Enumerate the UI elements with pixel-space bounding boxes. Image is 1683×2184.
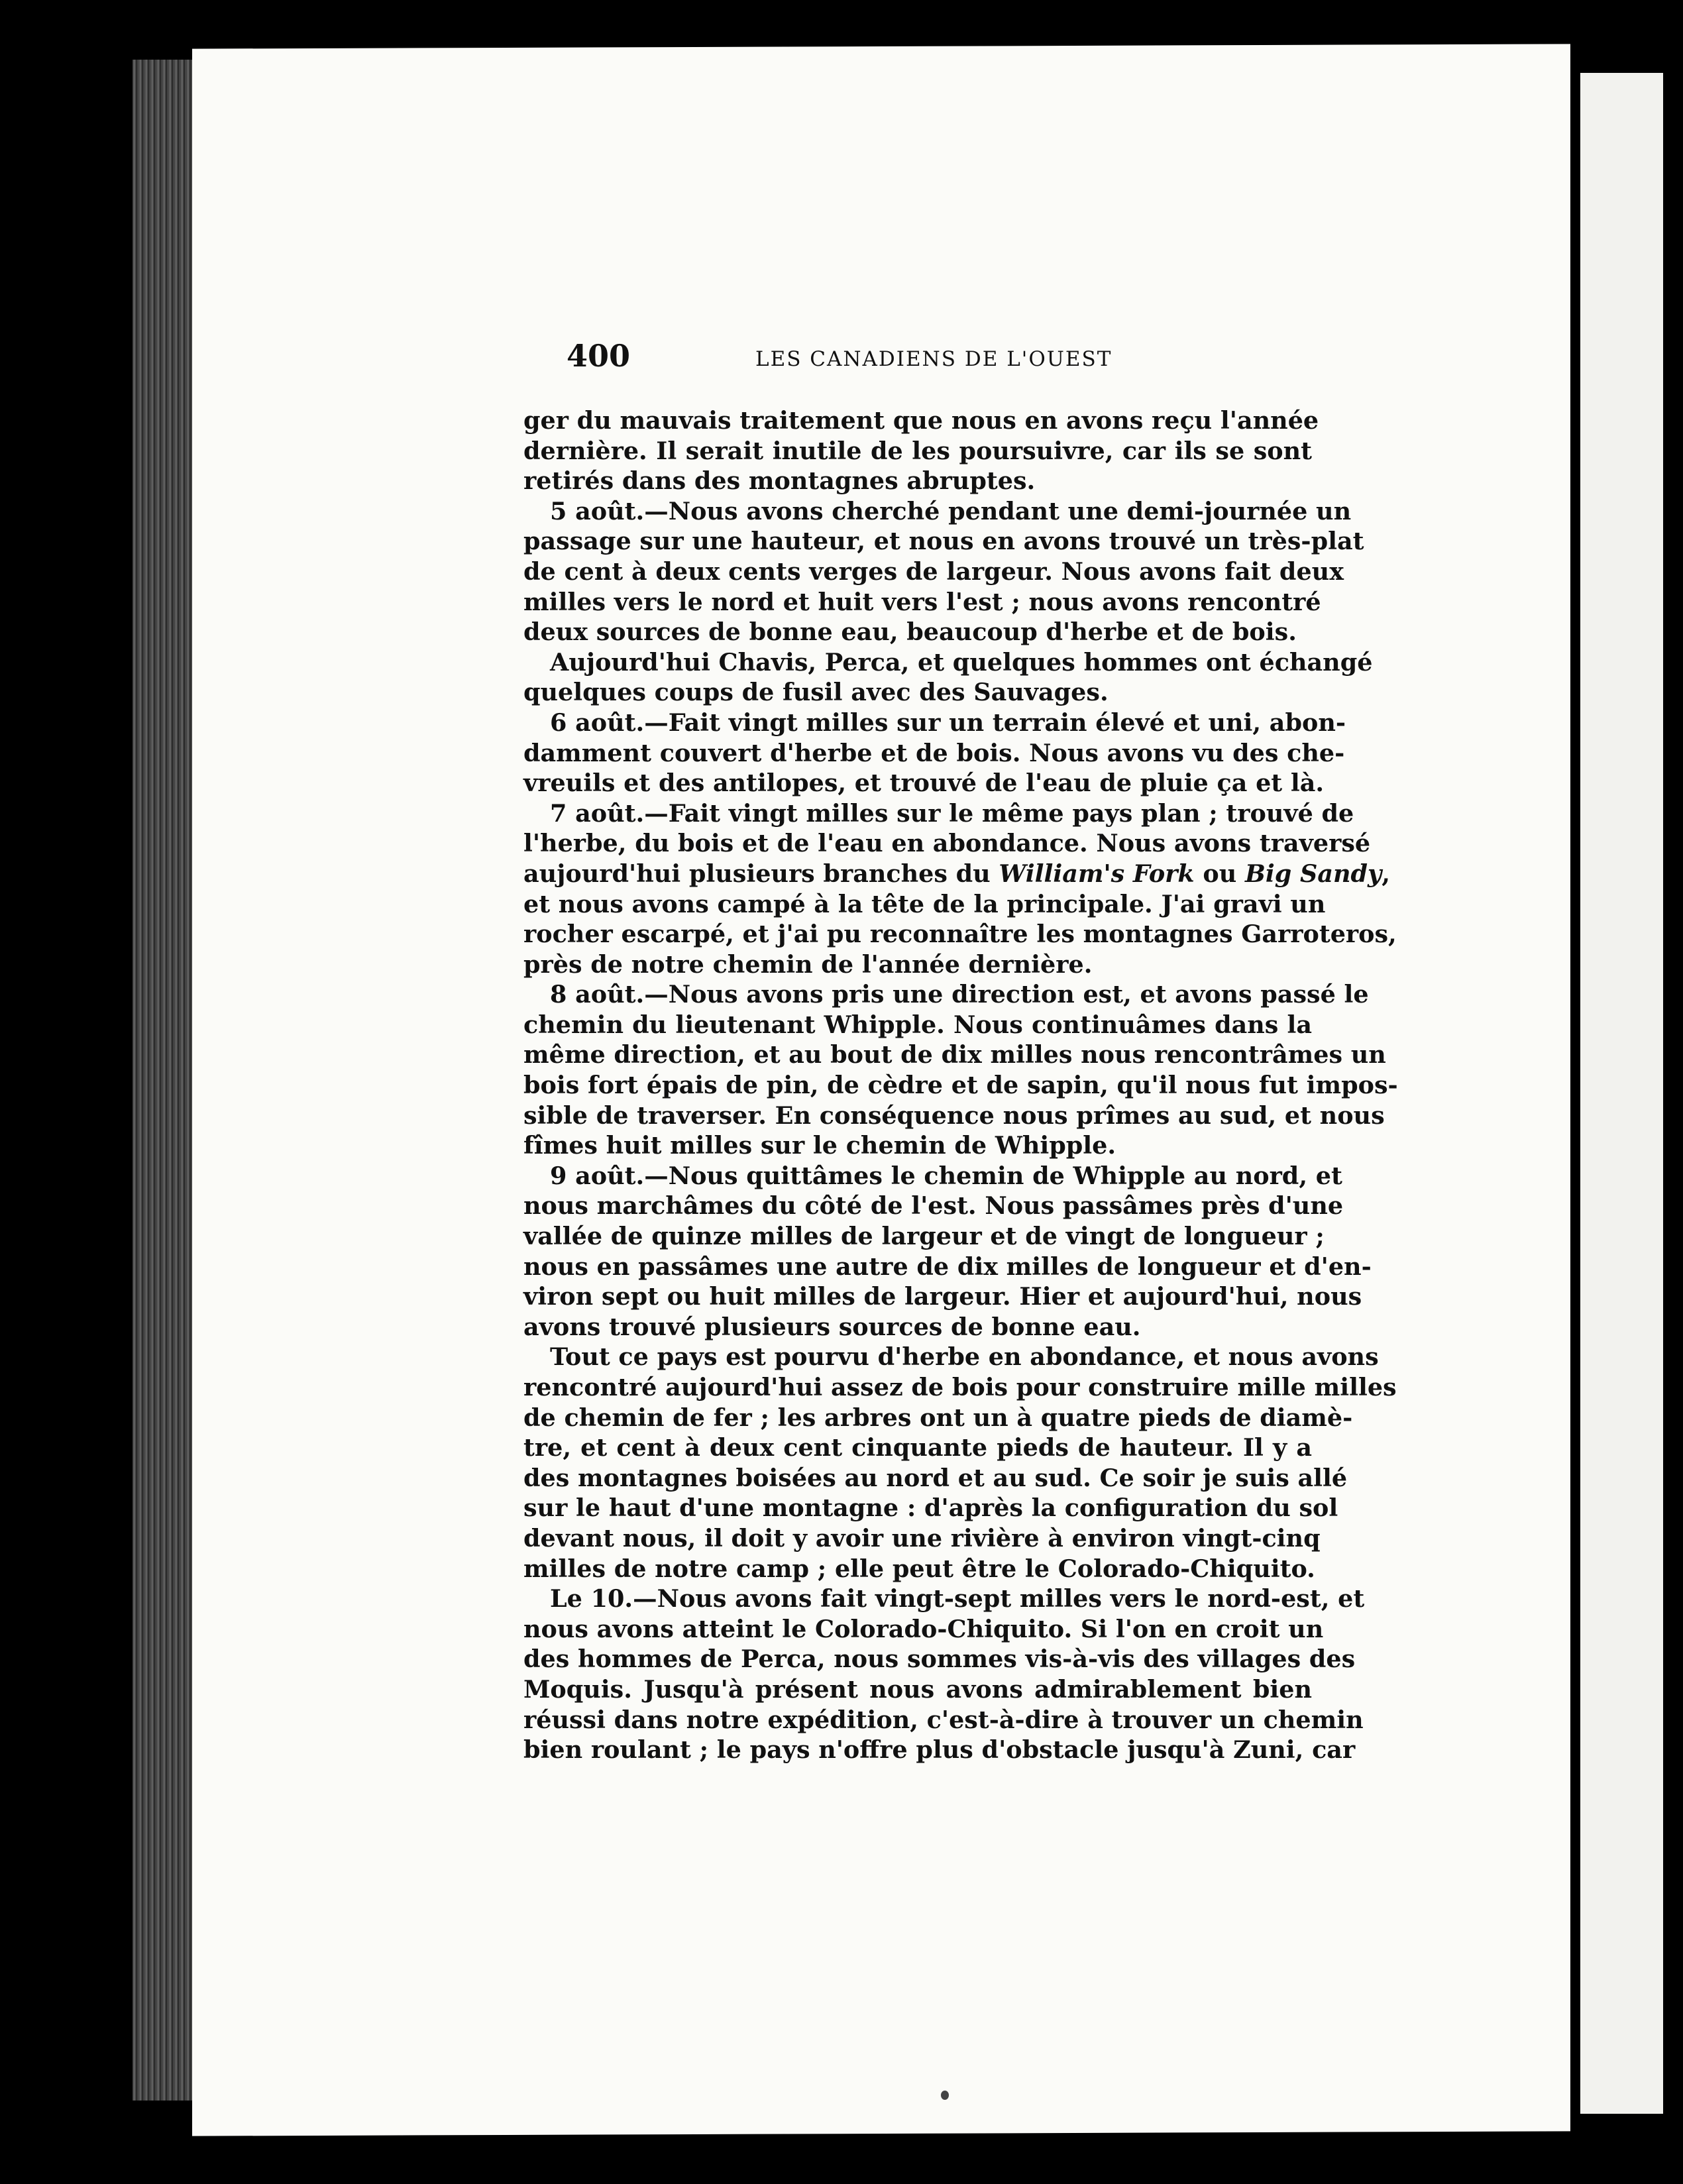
text-line: fîmes huit milles sur le chemin de Whipple. — [523, 1131, 1116, 1160]
text-line: dernière. Il serait inutile de les poursuivre, car ils se sont — [523, 436, 1312, 465]
page-content — [523, 338, 1398, 1765]
text-line: 8 août.—Nous avons pris une direction est, et avons passé le — [550, 980, 1369, 1009]
text-line: vallée de quinze milles de largeur et de vingt de longueur ; — [523, 1222, 1325, 1251]
text-line: passage sur une hauteur, et nous en avons trouvé un très-plat — [523, 527, 1364, 556]
italic-place-name: Big Sandy — [1245, 859, 1382, 888]
text-line: damment couvert d'herbe et de bois. Nous avons vu des che- — [523, 738, 1345, 767]
text-line: deux sources de bonne eau, beaucoup d'herbe et de bois. — [523, 618, 1297, 647]
text-line: devant nous, il doit y avoir une rivière à environ vingt-cinq — [523, 1523, 1321, 1553]
text-line: milles de notre camp ; elle peut être le Colorado-Chiquito. — [523, 1554, 1315, 1583]
text-line: retirés dans des montagnes abruptes. — [523, 466, 1036, 496]
text-line: sur le haut d'une montagne : d'après la configuration du sol — [523, 1494, 1338, 1523]
text-line: de chemin de fer ; les arbres ont un à quatre pieds de diamè- — [523, 1403, 1353, 1432]
text-line: rocher escarpé, et j'ai pu reconnaître les montagnes Garroteros, — [523, 920, 1397, 949]
text-line: de cent à deux cents verges de largeur. Nous avons fait deux — [523, 557, 1344, 586]
paper-speck — [941, 2091, 949, 2100]
text-line: même direction, et au bout de dix milles nous rencontrâmes un — [523, 1040, 1386, 1069]
text-line: nous en passâmes une autre de dix milles de longueur et d'en- — [523, 1252, 1372, 1281]
text-line: Moquis. Jusqu'à présent nous avons admirablement bien — [523, 1674, 1312, 1704]
page-number: 400 — [567, 338, 631, 374]
page-header — [523, 338, 1312, 384]
text-line: des hommes de Perca, nous sommes vis-à-vis des villages des — [523, 1645, 1356, 1674]
text-line: rencontré aujourd'hui assez de bois pour construire mille milles — [523, 1373, 1397, 1401]
text-line: l'herbe, du bois et de l'eau en abondance. Nous avons traversé — [523, 829, 1371, 858]
text-line: nous avons atteint le Colorado-Chiquito. Si l'on en croit un — [523, 1614, 1324, 1643]
text-line: tre, et cent à deux cent cinquante pieds de hauteur. Il y a — [523, 1433, 1312, 1462]
text-line: avons trouvé plusieurs sources de bonne eau. — [523, 1312, 1141, 1341]
text-line: près de notre chemin de l'année dernière. — [523, 950, 1093, 979]
text-line: réussi dans notre expédition, c'est-à-dire à trouver un chemin — [523, 1705, 1364, 1734]
text-line: 7 août.—Fait vingt milles sur le même pays plan ; trouvé de — [550, 798, 1354, 828]
text-line: 5 août.—Nous avons cherché pendant une demi-journée un — [550, 496, 1352, 525]
text-line: bois fort épais de pin, de cèdre et de sapin, qu'il nous fut impos- — [523, 1071, 1398, 1100]
text-line: Tout ce pays est pourvu d'herbe en abondance, et nous avons — [550, 1342, 1379, 1372]
running-head: LES CANADIENS DE L'OUEST — [755, 347, 1113, 371]
text-line: milles vers le nord et huit vers l'est ; nous avons rencontré — [523, 587, 1321, 616]
text-line: chemin du lieutenant Whipple. Nous continuâmes dans la — [523, 1010, 1312, 1039]
text-line: des montagnes boisées au nord et au sud. Ce soir je suis allé — [523, 1463, 1348, 1492]
text-line: 9 août.—Nous quittâmes le chemin de Whipple au nord, et — [550, 1161, 1342, 1190]
text-line: sible de traverser. En conséquence nous prîmes au sud, et nous — [523, 1101, 1385, 1130]
text-line: vreuils et des antilopes, et trouvé de l'eau de pluie ça et là. — [523, 769, 1325, 798]
text-line: Le 10.—Nous avons fait vingt-sept milles vers le nord-est, et — [550, 1584, 1365, 1613]
text-line: ger du mauvais traitement que nous en avons reçu l'année — [523, 406, 1319, 435]
text-line: 6 août.—Fait vingt milles sur un terrain élevé et uni, abon- — [550, 708, 1346, 737]
italic-place-name: William's Fork — [999, 859, 1195, 888]
text-line: bien roulant ; le pays n'offre plus d'obstacle jusqu'à Zuni, car — [523, 1735, 1356, 1765]
text-line: et nous avons campé à la tête de la principale. J'ai gravi un — [523, 889, 1326, 918]
text-line-with-italics: aujourd'hui plusieurs branches du William's Fork ou Big Sandy — [523, 859, 1382, 888]
text-line: quelques coups de fusil avec des Sauvages. — [523, 678, 1109, 707]
text-line: Aujourd'hui Chavis, Perca, et quelques hommes ont échangé — [550, 647, 1373, 677]
text-line: viron sept ou huit milles de largeur. Hier et aujourd'hui, nous — [523, 1282, 1362, 1311]
body-text — [523, 406, 1398, 1765]
text-line: nous marchâmes du côté de l'est. Nous passâmes près d'une — [523, 1191, 1344, 1221]
facing-page-edge — [1580, 73, 1663, 2114]
